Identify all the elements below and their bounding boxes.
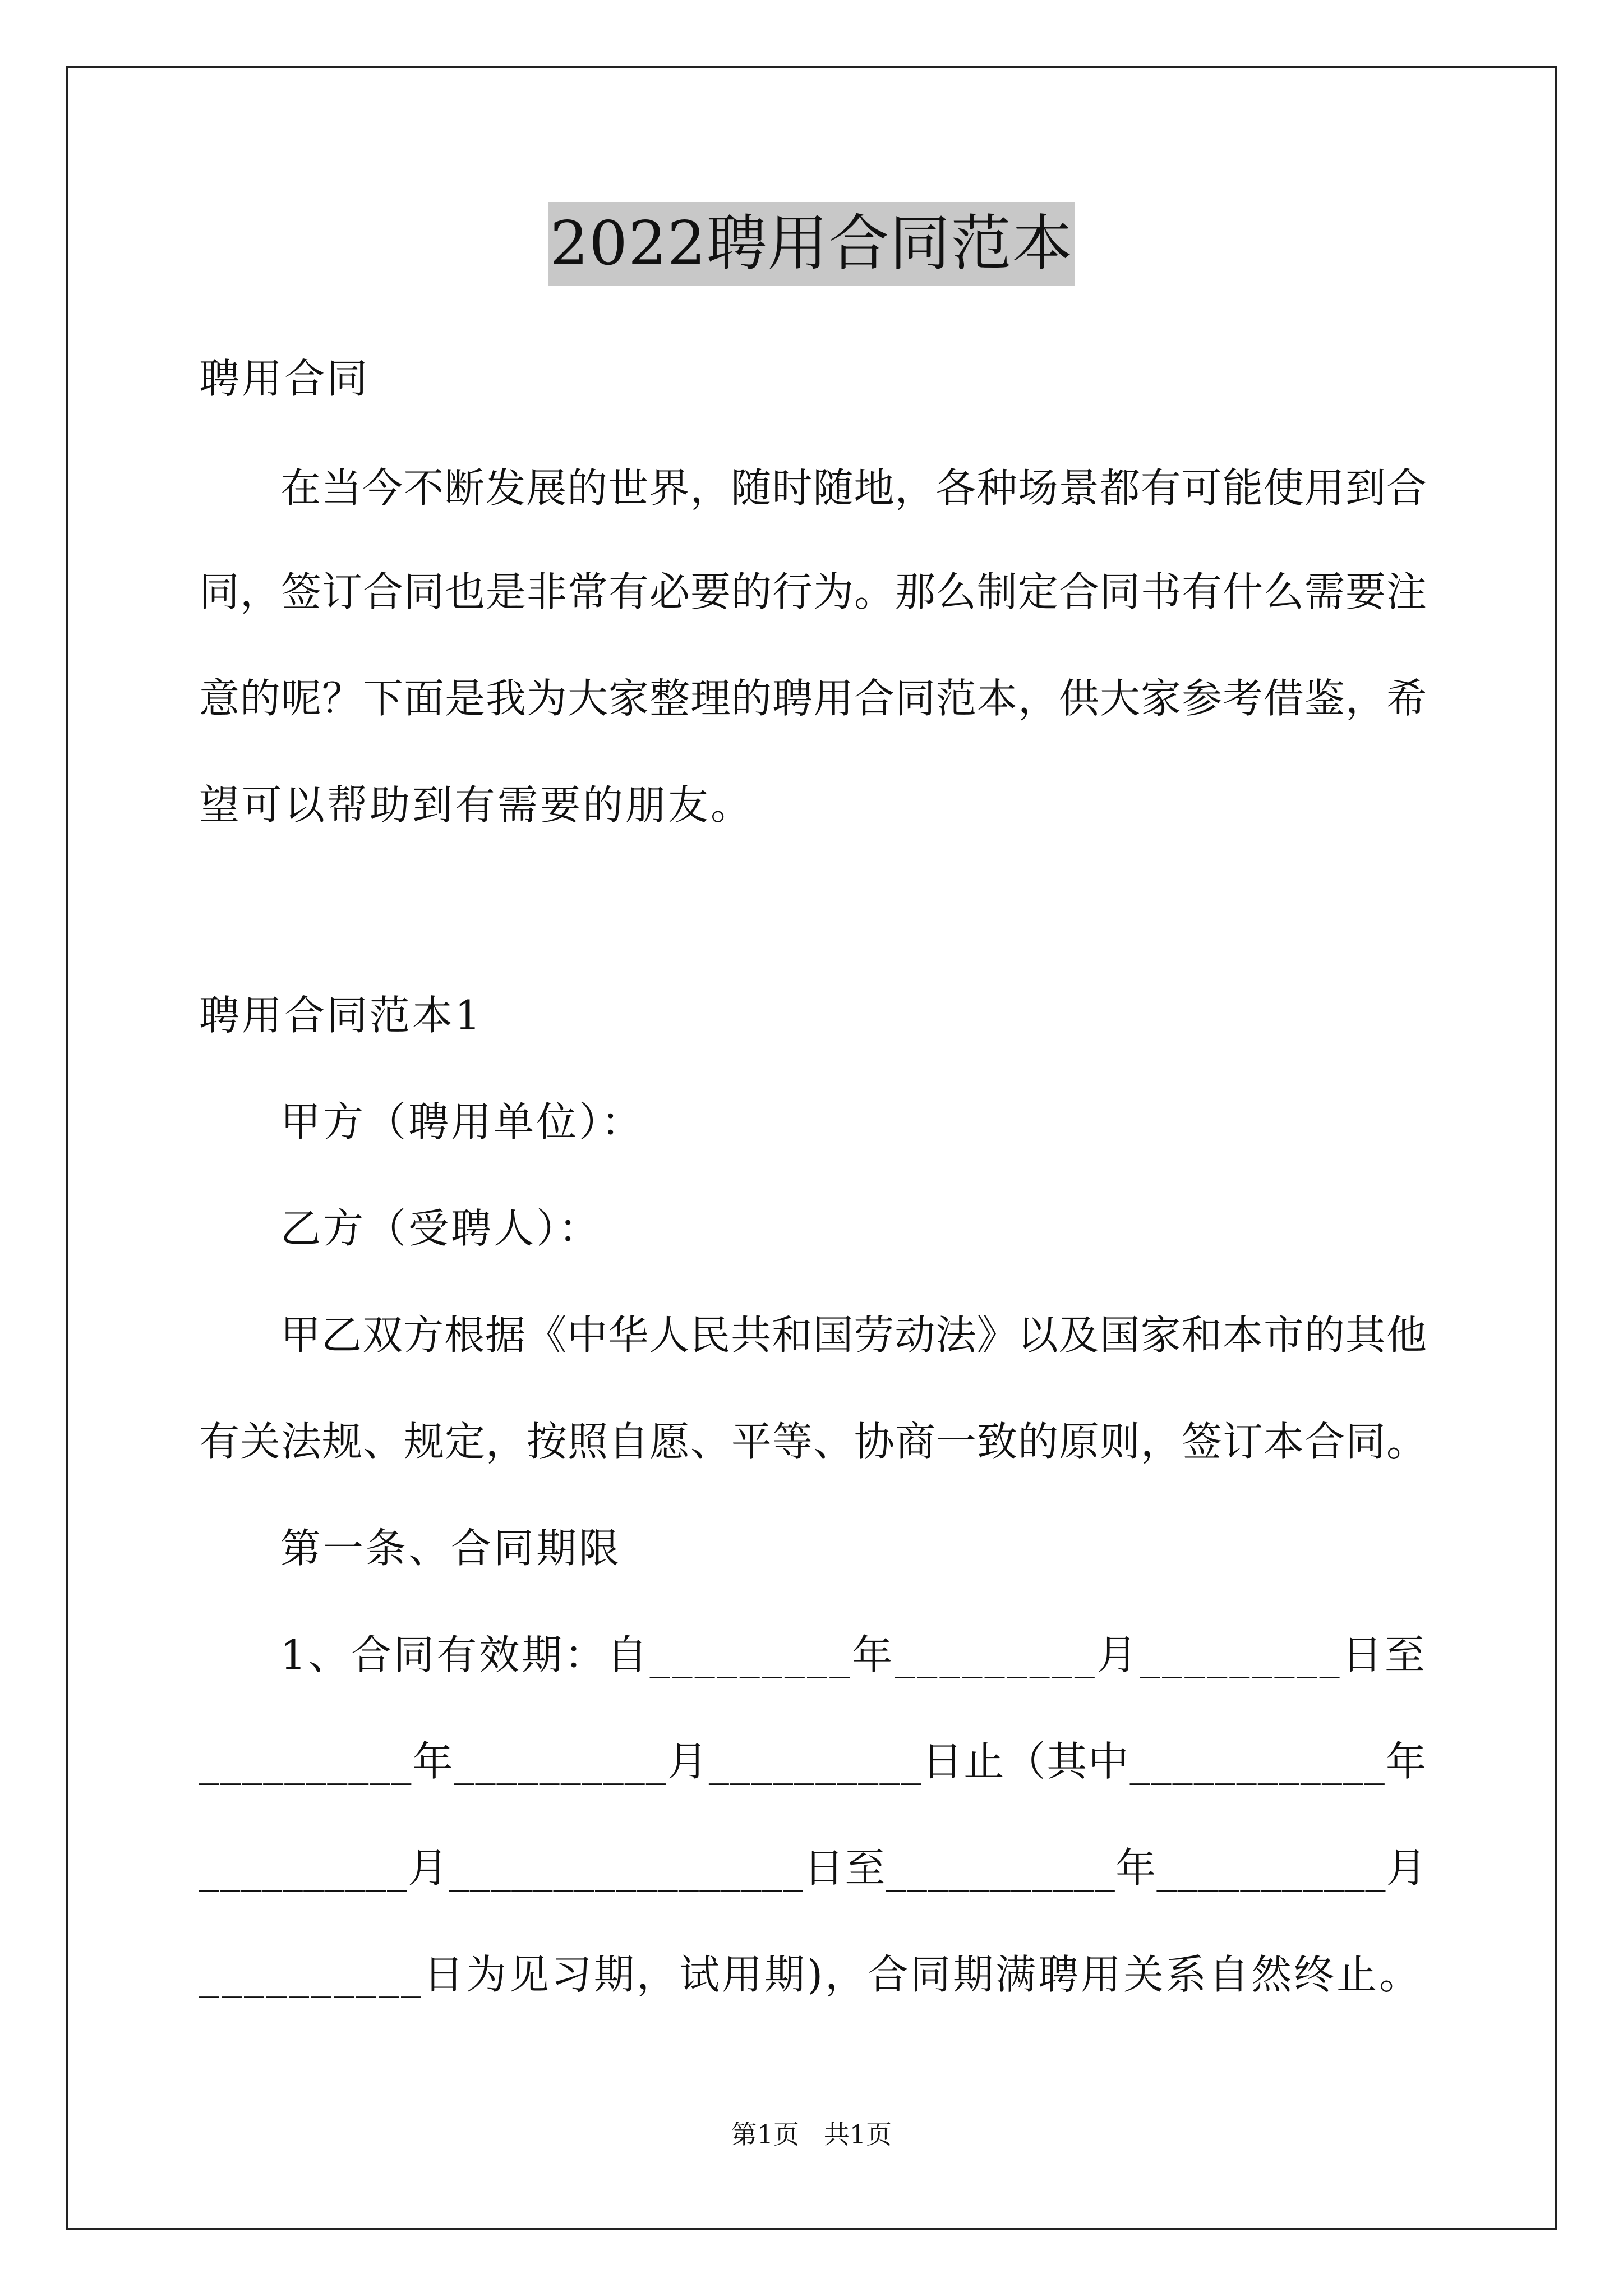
party-a-line: 甲方（聘用单位）： xyxy=(280,1098,644,1145)
term-line-4: __________日为见习期，试用期)，合同期满聘用关系自然终止。 xyxy=(199,1951,1422,1998)
term-line-1: 1、合同有效期：自_________年_________月_________日至 xyxy=(280,1631,1427,1678)
title-container xyxy=(0,202,1623,286)
intro-paragraph-line-1: 在当今不断发展的世界，随时随地，各种场景都有可能使用到合 xyxy=(280,464,1428,512)
term-line-2: __________年__________月__________日止（其中____________年 xyxy=(199,1738,1427,1785)
intro-paragraph-line-2: 同，签订合同也是非常有必要的行为。那么制定合同书有什么需要注 xyxy=(199,568,1428,615)
heading-contract: 聘用合同 xyxy=(199,355,370,402)
heading-sample-1: 聘用合同范本1 xyxy=(199,992,483,1039)
party-b-line: 乙方（受聘人）： xyxy=(280,1205,602,1252)
intro-paragraph-line-3: 意的呢？下面是我为大家整理的聘用合同范本，供大家参考借鉴，希 xyxy=(199,675,1428,722)
term-line-3: __________月_________________日至___________年___________月 xyxy=(199,1844,1427,1892)
document-title: 2022聘用合同范本 xyxy=(548,202,1076,286)
basis-paragraph-line-2: 有关法规、规定，按照自愿、平等、协商一致的原则，签订本合同。 xyxy=(199,1418,1428,1465)
intro-paragraph-line-4: 望可以帮助到有需要的朋友。 xyxy=(199,781,754,829)
page-footer: 第1页 共1页 xyxy=(731,2119,892,2150)
article-1-heading: 第一条、合同期限 xyxy=(280,1525,622,1572)
basis-paragraph-line-1: 甲乙双方根据《中华人民共和国劳动法》以及国家和本市的其他 xyxy=(280,1312,1428,1359)
